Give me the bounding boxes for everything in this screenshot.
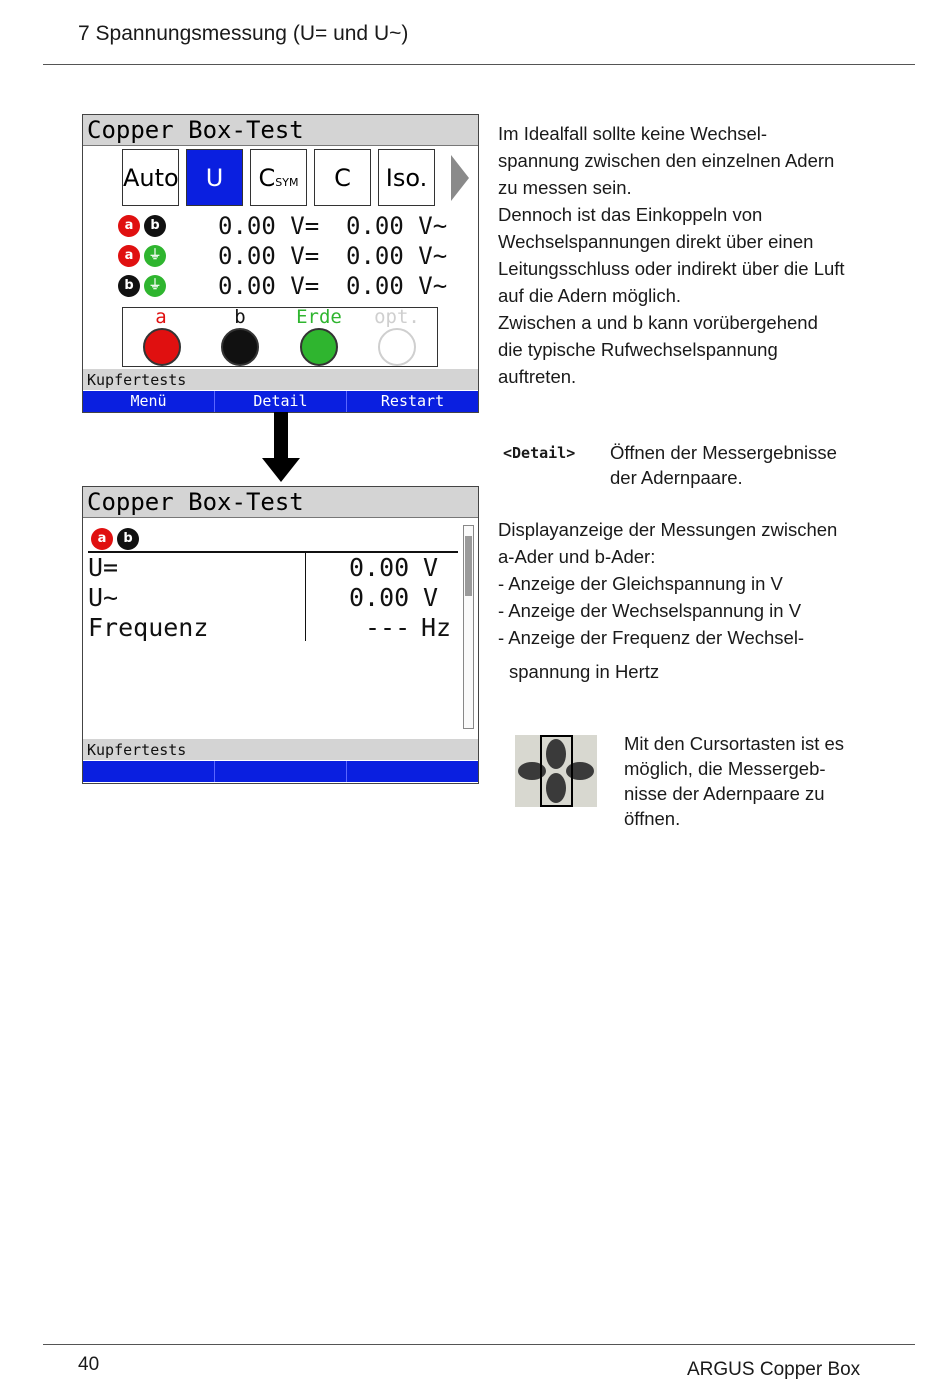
detail-unit-frequency: Hz — [421, 613, 452, 642]
softkey-bar — [83, 761, 478, 782]
screen-title: Copper Box-Test — [83, 115, 478, 146]
text-line: - Anzeige der Wechselspannung in V — [498, 600, 802, 621]
text-line: Leitungsschluss oder indirekt über die Luft — [498, 258, 845, 279]
detail-label-u-ac: U~ — [88, 583, 119, 612]
text-line: - Anzeige der Frequenz der Wechsel- — [498, 627, 805, 648]
down-arrow-icon — [262, 412, 300, 482]
text-line: zu messen sein. — [498, 177, 632, 198]
detail-key-label: <Detail> — [503, 444, 576, 462]
text-line: der Adernpaare. — [610, 467, 743, 488]
text-line: öffnen. — [624, 808, 681, 829]
wire-a-dot-icon: a — [118, 245, 140, 267]
column-divider — [305, 553, 306, 641]
wire-b-indicator-icon — [221, 328, 259, 366]
wire-earth-label: Erde — [296, 306, 342, 328]
pair-b-earth-ac-reading: 0.00 V~ — [346, 272, 448, 300]
detail-key-description — [610, 440, 900, 490]
detail-value-u-ac: 0.00 — [349, 583, 410, 612]
text-line: spannung zwischen den einzelnen Adern — [498, 150, 835, 171]
status-bar: Kupfertests — [83, 739, 478, 760]
footer-rule — [43, 1344, 915, 1345]
wire-a-label: a — [155, 306, 167, 328]
softkey-restart[interactable]: Restart — [380, 392, 445, 410]
pair-a-earth-ac-reading: 0.00 V~ — [346, 242, 448, 270]
cursor-keys-description — [624, 731, 904, 831]
tab-iso[interactable]: Iso. — [378, 149, 435, 206]
pair-a-b-dc-reading: 0.00 V= — [218, 212, 320, 240]
pair-a-b-indicator — [118, 215, 178, 239]
detail-value-frequency: --- — [365, 613, 411, 642]
text-line: - Anzeige der Gleichspannung in V — [498, 573, 783, 594]
softkey-left[interactable] — [83, 761, 215, 782]
status-bar: Kupfertests — [83, 369, 478, 390]
pair-a-b-indicator — [91, 528, 151, 552]
wire-opt-indicator-icon — [378, 328, 416, 366]
text-line: Wechselspannungen direkt über einen — [498, 231, 814, 252]
cursor-keys-icon — [515, 735, 597, 807]
text-line: Dennoch ist das Einkoppeln von — [498, 204, 763, 225]
wire-opt-label: opt. — [374, 306, 420, 328]
softkey-menu[interactable]: Menü — [83, 391, 215, 412]
header-rule — [43, 64, 915, 65]
wire-b-dot-icon: b — [118, 275, 140, 297]
wire-b-dot-icon: b — [117, 528, 139, 550]
detail-label-frequency: Frequenz — [88, 613, 209, 642]
detail-unit-u-ac: V — [423, 583, 439, 612]
scrollbar-thumb[interactable] — [465, 536, 472, 596]
pair-a-earth-dc-reading: 0.00 V= — [218, 242, 320, 270]
display-description — [498, 516, 898, 651]
wire-status-panel — [122, 307, 438, 367]
page-number: 40 — [78, 1354, 100, 1375]
softkey-right[interactable] — [347, 761, 478, 782]
tab-csym[interactable]: CSYM — [250, 149, 307, 206]
softkey-detail[interactable]: Detail — [215, 391, 347, 412]
device-screen-detail — [82, 486, 479, 784]
text-line: Öffnen der Messergebnisse — [610, 442, 837, 463]
detail-unit-u-dc: V — [423, 553, 439, 582]
tab-u[interactable]: U — [186, 149, 243, 206]
wire-b-label: b — [234, 306, 246, 328]
pair-b-earth-dc-reading: 0.00 V= — [218, 272, 320, 300]
softkey-middle[interactable] — [215, 761, 347, 782]
wire-a-dot-icon: a — [118, 215, 140, 237]
text-line: Displayanzeige der Messungen zwischen — [498, 519, 838, 540]
text-line: Mit den Cursortasten ist es — [624, 733, 845, 754]
tab-auto[interactable]: Auto — [122, 149, 179, 206]
device-screen-overview — [82, 114, 479, 413]
text-line: die typische Rufwechselspannung — [498, 339, 778, 360]
detail-label-u-dc: U= — [88, 553, 119, 582]
pair-b-earth-indicator — [118, 275, 178, 299]
text-line: auftreten. — [498, 366, 577, 387]
softkey-bar — [83, 391, 478, 412]
text-line: a-Ader und b-Ader: — [498, 546, 656, 567]
text-line: möglich, die Messergeb- — [624, 758, 826, 779]
screen-title: Copper Box-Test — [83, 487, 478, 518]
detail-value-u-dc: 0.00 — [349, 553, 410, 582]
wire-earth-indicator-icon — [300, 328, 338, 366]
wire-b-dot-icon: b — [144, 215, 166, 237]
pair-a-b-ac-reading: 0.00 V~ — [346, 212, 448, 240]
text-line: spannung in Hertz — [509, 661, 660, 682]
intro-paragraph — [498, 120, 898, 390]
scroll-right-arrow-icon[interactable] — [449, 153, 471, 203]
tab-c[interactable]: C — [314, 149, 371, 206]
page-header-title: 7 Spannungsmessung (U= und U~) — [78, 22, 409, 45]
scrollbar[interactable] — [463, 525, 474, 729]
earth-dot-icon: ⏚ — [144, 245, 166, 267]
footer-product-name: ARGUS Copper Box — [687, 1359, 861, 1380]
text-line: auf die Adern möglich. — [498, 285, 682, 306]
text-line: nisse der Adernpaare zu — [624, 783, 825, 804]
pair-a-earth-indicator — [118, 245, 178, 269]
wire-a-indicator-icon — [143, 328, 181, 366]
text-line: Im Idealfall sollte keine Wechsel- — [498, 123, 768, 144]
wire-a-dot-icon: a — [91, 528, 113, 550]
earth-dot-icon: ⏚ — [144, 275, 166, 297]
text-line: Zwischen a und b kann vorübergehend — [498, 312, 818, 333]
